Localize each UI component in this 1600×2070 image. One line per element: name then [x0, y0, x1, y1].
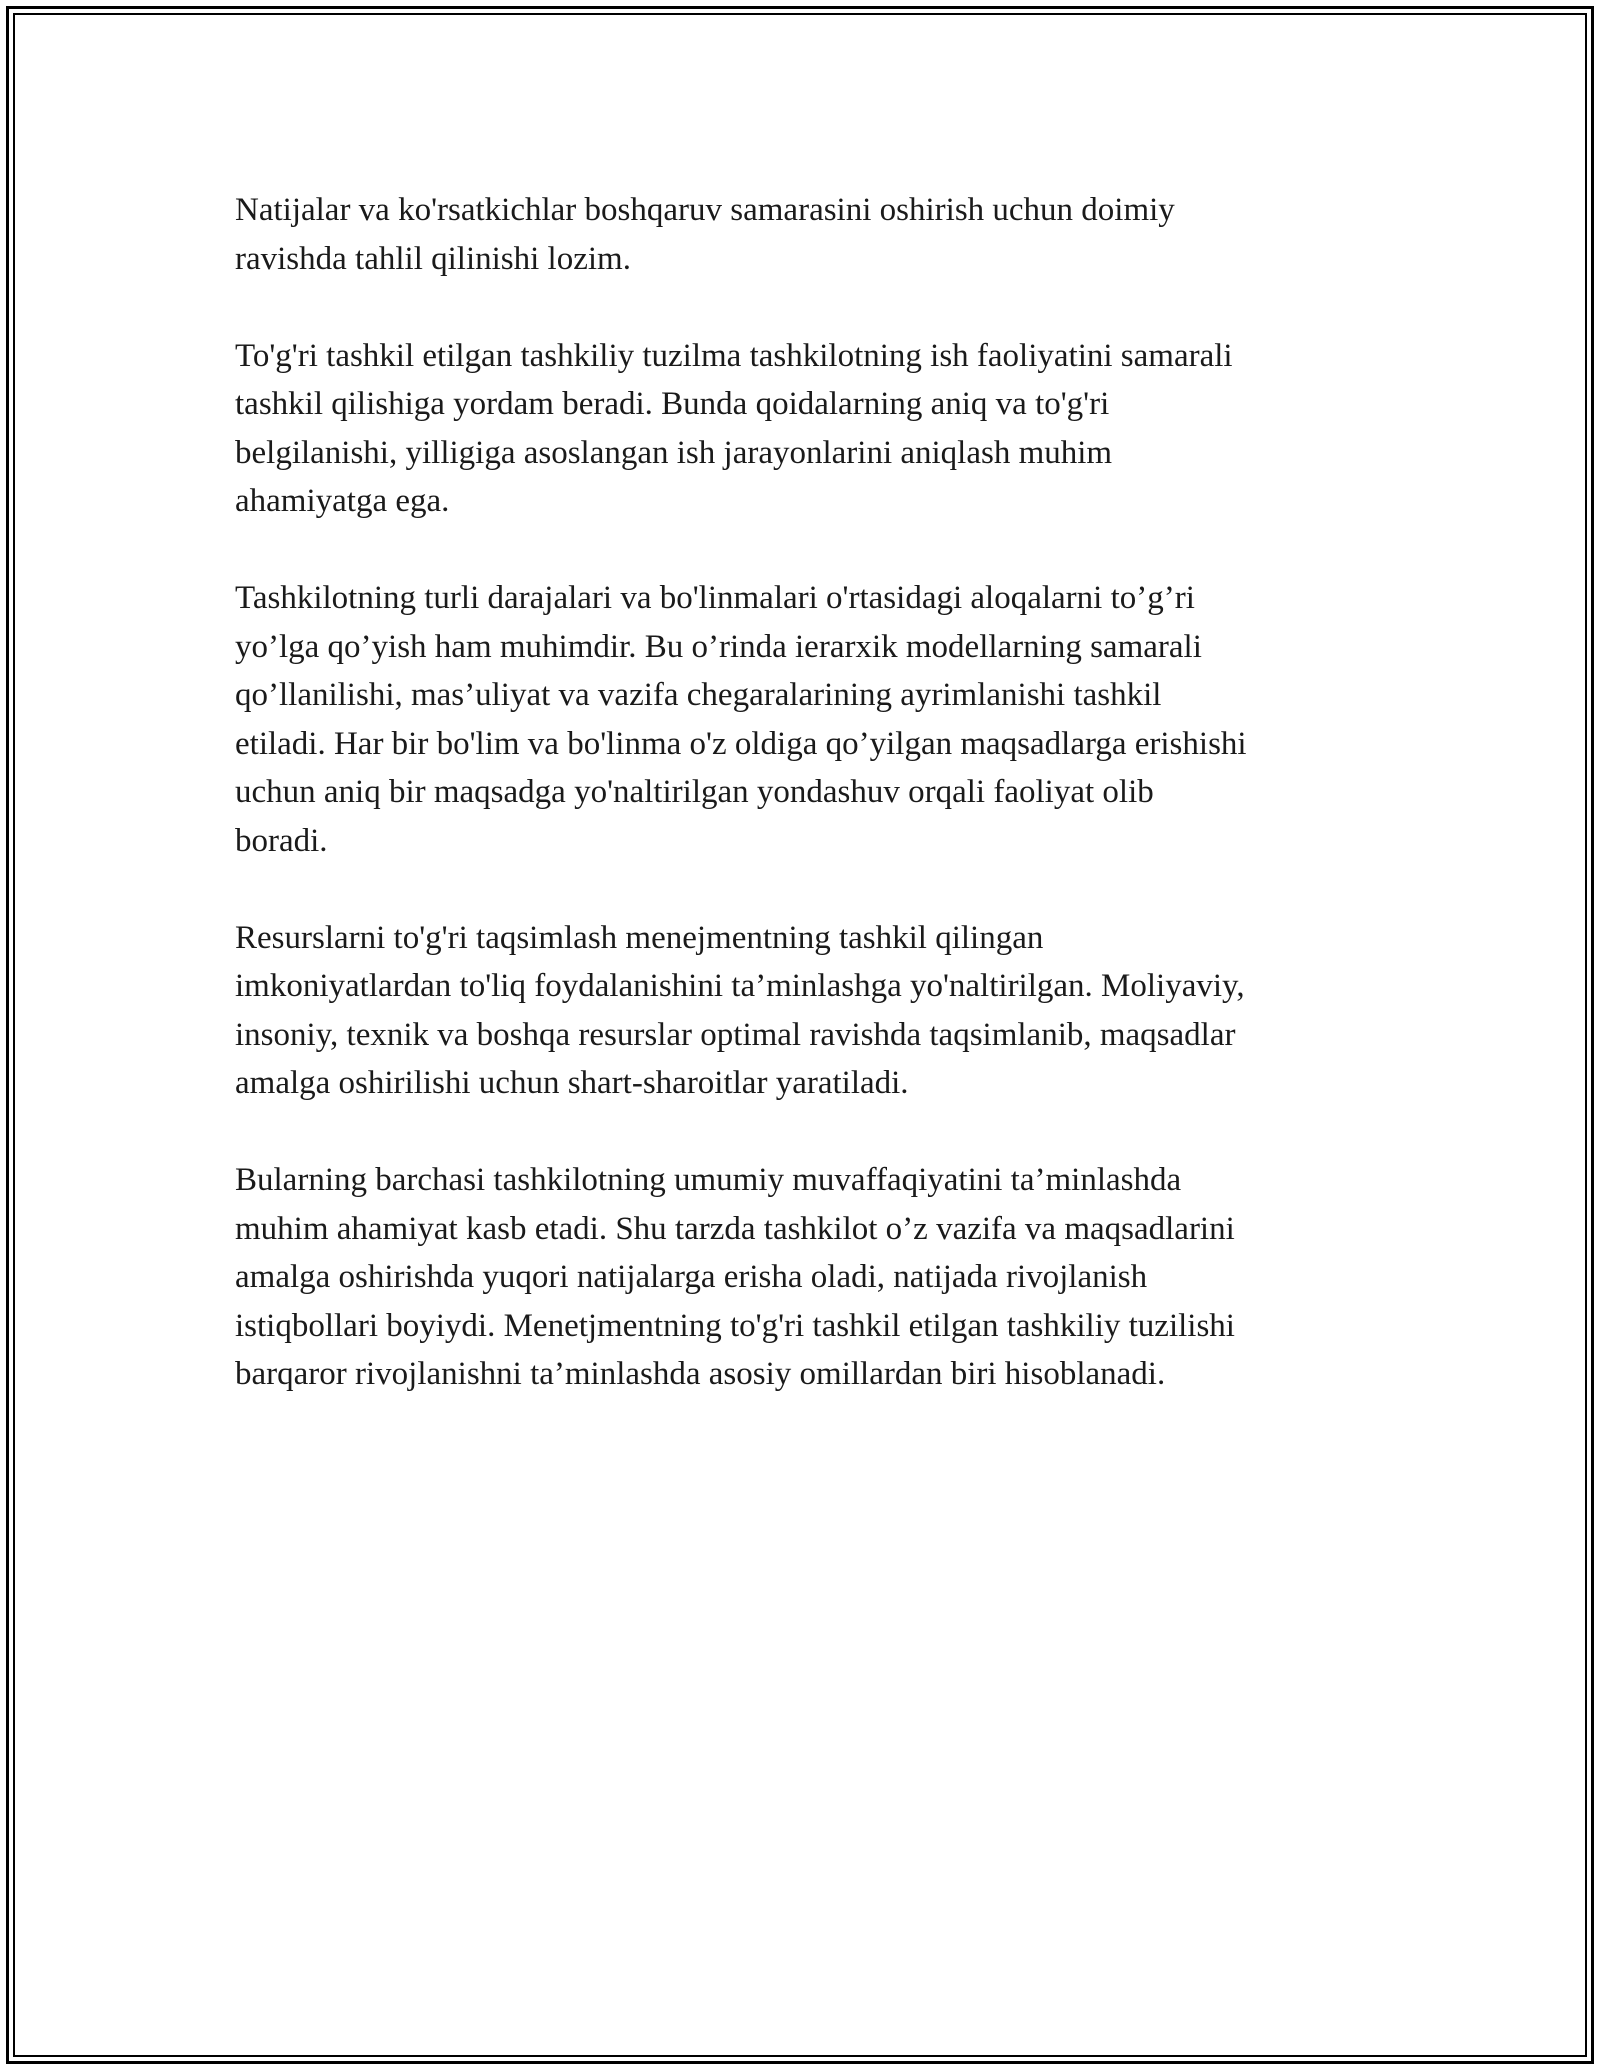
text-line: imkoniyatlardan to'liq foydalanishini ta’minlashga yo'naltirilgan. Moliyaviy,: [235, 968, 1245, 1004]
text-line: uchun aniq bir maqsadga yo'naltirilgan yondashuv orqali faoliyat olib: [235, 774, 1154, 810]
text-line: barqaror rivojlanishni ta’minlashda asosiy omillardan biri hisoblanadi.: [235, 1356, 1166, 1392]
text-line: muhim ahamiyat kasb etadi. Shu tarzda tashkilot o’z vazifa va maqsadlarini: [235, 1210, 1235, 1247]
text-line: Resurslarni to'g'ri taqsimlash menejmentning tashkil qilingan: [235, 919, 1044, 956]
document-body: [235, 186, 1385, 1447]
paragraph-5: [235, 1156, 1385, 1399]
text-line: qo’llanilishi, mas’uliyat va vazifa chegaralarining ayrimlanishi tashkil: [235, 677, 1162, 713]
text-line: Natijalar va ko'rsatkichlar boshqaruv samarasini oshirish uchun doimiy: [235, 192, 1175, 228]
text-line: insoniy, texnik va boshqa resurslar optimal ravishda taqsimlanib, maqsadlar: [235, 1016, 1236, 1053]
text-line: Tashkilotning turli darajalari va bo'linmalari o'rtasidagi aloqalarni to’g’ri: [235, 580, 1195, 616]
paragraph-2: [235, 332, 1385, 526]
text-line: etiladi. Har bir bo'lim va bo'linma o'z oldiga qo’yilgan maqsadlarga erishishi: [235, 725, 1247, 762]
text-line: yo’lga qo’yish ham muhimdir. Bu o’rinda ierarxik modellarning samarali: [235, 628, 1202, 665]
text-line: tashkil qilishiga yordam beradi. Bunda qoidalarning aniq va to'g'ri: [235, 386, 1110, 422]
paragraph-3: [235, 574, 1385, 865]
text-line: belgilanishi, yilligiga asoslangan ish jarayonlarini aniqlash muhim: [235, 434, 1113, 471]
text-line: To'g'ri tashkil etilgan tashkiliy tuzilma tashkilotning ish faoliyatini samarali: [235, 337, 1233, 374]
text-line: boradi.: [235, 822, 328, 859]
text-line: ravishda tahlil qilinishi lozim.: [235, 240, 631, 277]
text-line: amalga oshirishda yuqori natijalarga erisha oladi, natijada rivojlanish: [235, 1259, 1148, 1295]
text-line: amalga oshirilishi uchun shart-sharoitlar yaratiladi.: [235, 1065, 909, 1101]
text-line: Bularning barchasi tashkilotning umumiy muvaffaqiyatini ta’minlashda: [235, 1162, 1182, 1198]
paragraph-1: [235, 186, 1385, 283]
paragraph-4: [235, 914, 1385, 1108]
text-line: ahamiyatga ega.: [235, 483, 450, 519]
text-line: istiqbollari boyiydi. Menetjmentning to'g'ri tashkil etilgan tashkiliy tuzilishi: [235, 1307, 1235, 1344]
